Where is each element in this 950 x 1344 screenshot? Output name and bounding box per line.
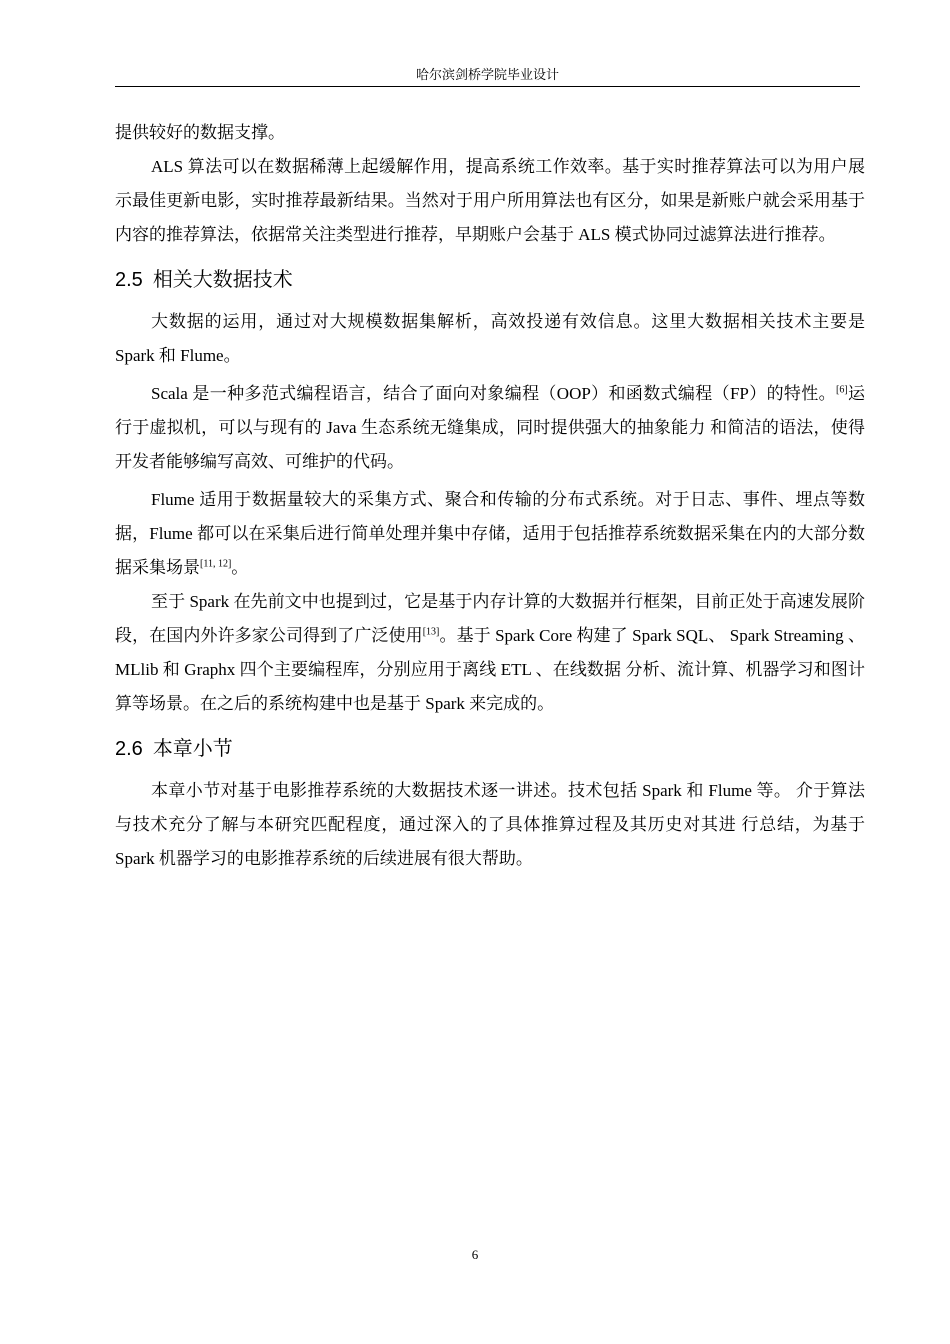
header-rule bbox=[115, 86, 860, 87]
citation: [11, 12] bbox=[200, 558, 232, 570]
section-number: 2.6 bbox=[115, 738, 143, 760]
paragraph-big-data-intro: 大数据的运用，通过对大规模数据集解析，高效投递有效信息。这里大数据相关技术主要是 Spark 和 Flume。 bbox=[115, 312, 865, 365]
paragraph-flume bbox=[115, 483, 865, 585]
paragraph-scala bbox=[115, 377, 865, 479]
section-title: 本章小节 bbox=[152, 736, 233, 760]
paragraph-text: Scala 是一种多范式编程语言，结合了面向对象编程（OOP）和函数式编程（FP）的特性。 bbox=[151, 384, 836, 403]
citation: [13] bbox=[422, 626, 440, 638]
section-title: 相关大数据技术 bbox=[152, 267, 293, 291]
page-number: 6 bbox=[471, 1247, 479, 1262]
paragraph-text: Flume 适用于数据量较大的采集方式、聚合和传输的分布式系统。对于日志、事件、埋点等数据，Flume 都可以在采集后进行简单处理并集中存储，适用于包括推荐系统数据采集在内的大部分数据采集场景 bbox=[115, 490, 865, 577]
page-body bbox=[115, 116, 865, 876]
paragraph-als: ALS 算法可以在数据稀薄上起缓解作用，提高系统工作效率。基于实时推荐算法可以为用户展示最佳更新电影，实时推荐最新结果。当然对于用户所用算法也有区分，如果是新账户就会采用基于内容的推荐算法，依据常关注类型进行推荐，早期账户会基于 ALS 模式协同过滤算法进行推荐。 bbox=[115, 157, 865, 244]
citation: [6] bbox=[835, 384, 848, 396]
paragraph-text: 运行于虚拟机，可以与现有的 Java 生态系统无缝集成，同时提供强大的抽象能力 和简洁的语法，使得开发者能够编写高效、可维护的代码。 bbox=[115, 384, 866, 471]
paragraph-text: 至于 Spark 在先前文中也提到过，它是基于内存计算的大数据并行框架，目前正处于高速发展阶段，在国内外许多家公司得到了广泛使用 bbox=[115, 592, 865, 645]
paragraph-text: 。 bbox=[231, 558, 249, 577]
section-heading-2-5 bbox=[115, 252, 865, 305]
page-header: 哈尔滨剑桥学院毕业设计 bbox=[415, 67, 559, 82]
paragraph-continuation: 提供较好的数据支撑。 bbox=[115, 123, 285, 142]
section-number: 2.5 bbox=[115, 269, 143, 291]
paragraph-spark bbox=[115, 585, 865, 721]
section-heading-2-6 bbox=[115, 721, 865, 774]
paragraph-chapter-summary: 本章小节对基于电影推荐系统的大数据技术逐一讲述。技术包括 Spark 和 Flume 等。 介于算法与技术充分了解与本研究匹配程度，通过深入的了具体推算过程及其历史对其进 行总结，为基于 Spark 机器学习的电影推荐系统的后续进展有很大帮助。 bbox=[115, 781, 865, 868]
paragraph-text: 。基于 Spark Core 构建了 Spark SQL、 Spark Streaming 、MLlib 和 Graphx 四个主要编程库，分别应用于离线 ETL 、在线数据 分析、流计算、机器学习和图计算等场景。在之后的系统构建中也是基于 Spark 来完成的。 bbox=[115, 626, 865, 713]
